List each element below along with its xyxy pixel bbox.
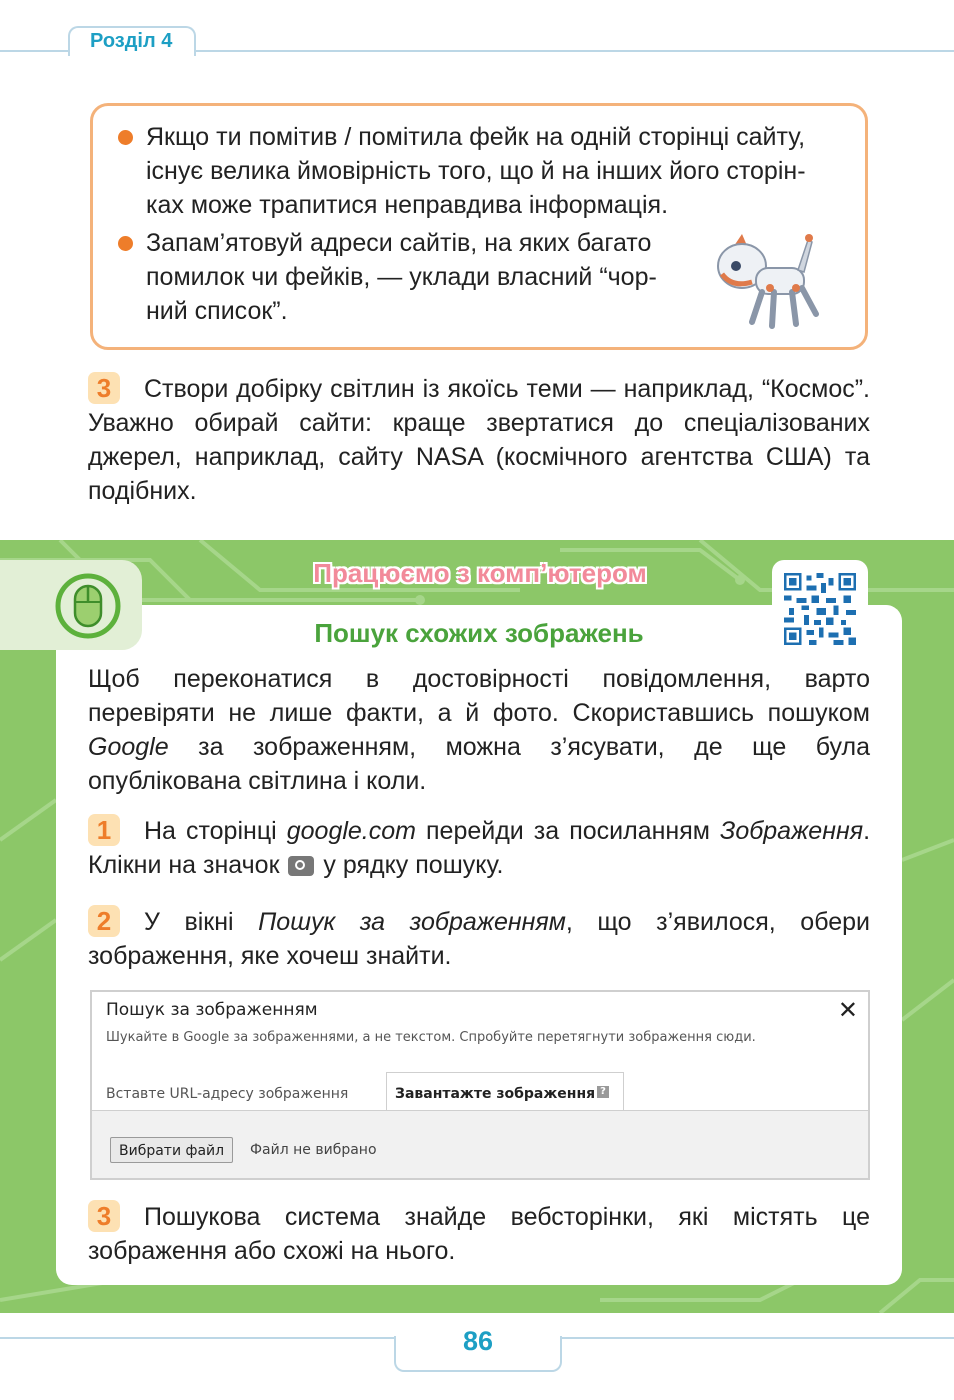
band-title: Працюємо з комп’ютером [313, 558, 647, 588]
tip-bullet-2 [146, 226, 686, 328]
intro-paragraph [88, 662, 870, 798]
orange-bullet-icon [118, 130, 133, 145]
step-text: У вікні [144, 908, 259, 936]
tip-line: існує велика ймовірність того, що й на інших його сторін- [146, 157, 806, 185]
step-link-text: google.com [286, 817, 416, 845]
camera-icon [288, 856, 314, 876]
task-3-text: Створи добірку світлин із якоїсь теми — наприклад, “Космос”. Уважно обирай сайти: краще звертатися до спеціалізованих джерел, наприклад, сайту NASA (космічного агентства США) та подібних. [88, 375, 870, 505]
help-icon[interactable]: ? [597, 1086, 609, 1098]
tip-line: Запам’ятовуй адреси сайтів, на яких багато [146, 229, 652, 257]
step-text: , що з’явилося, обери зображення, яке хочеш знайти. [88, 908, 871, 970]
dialog-title: Пошук за зображенням [106, 1000, 318, 1020]
tab-upload-image[interactable] [386, 1072, 624, 1110]
tip-line: помилок чи фейків, — уклади власний “чор- [146, 263, 657, 291]
orange-bullet-icon [118, 236, 133, 251]
section-subtitle: Пошук схожих зображень [314, 618, 644, 648]
step-1-paragraph [88, 814, 870, 882]
tab-paste-url[interactable]: Вставте URL-адресу зображення [106, 1086, 349, 1102]
task-3-paragraph [88, 372, 870, 508]
tab-upload-label: Завантажте зображення [395, 1086, 596, 1102]
choose-file-button[interactable]: Вибрати файл [110, 1137, 233, 1163]
robot-dog-illustration [712, 226, 830, 334]
intro-text: Щоб переконатися в достовірності повідомлення, варто перевіряти не лише факти, а й фото. Скориставшись пошуком [88, 665, 870, 727]
no-file-status: Файл не вибрано [250, 1142, 377, 1158]
tip-line: Якщо ти помітив / помітила фейк на одній сторінці сайту, [146, 123, 806, 151]
tip-line: ний список”. [146, 297, 288, 325]
task-number-badge: 3 [88, 372, 120, 404]
dialog-description: Шукайте в Google за зображеннями, а не текстом. Спробуйте перетягнути зображення сюди. [106, 1030, 756, 1045]
upload-panel [92, 1110, 868, 1178]
intro-google: Google [88, 733, 169, 761]
tip-bullet-1 [146, 120, 846, 222]
step-text: На сторінці [144, 817, 287, 845]
dialog-tabs [92, 1072, 868, 1178]
step-link-text: Зображення [719, 817, 864, 845]
search-by-image-dialog [90, 990, 870, 1180]
step-number-badge: 2 [88, 905, 120, 937]
intro-text: за зображенням, можна з’ясувати, де ще була опублікована світлина і коли. [88, 733, 870, 795]
close-icon[interactable]: ✕ [837, 996, 858, 1024]
step-text: Пошукова система знайде вебсторінки, які містять це зображення або схожі на нього. [88, 1203, 870, 1265]
step-text: у рядку пошуку. [316, 851, 504, 879]
step-text: . Клікни на значок [88, 817, 871, 879]
section-tab [68, 26, 196, 56]
step-window-name: Пошук за зображенням [258, 908, 566, 936]
section-label: Розділ 4 [90, 30, 173, 52]
step-3-paragraph [88, 1200, 870, 1268]
step-number-badge: 3 [88, 1200, 120, 1232]
step-2-paragraph [88, 905, 870, 973]
step-number-badge: 1 [88, 814, 120, 846]
page-number: 86 [462, 1326, 494, 1356]
step-text: перейди за посиланням [415, 817, 720, 845]
tip-line: ках може трапитися неправдива інформація. [146, 191, 669, 219]
